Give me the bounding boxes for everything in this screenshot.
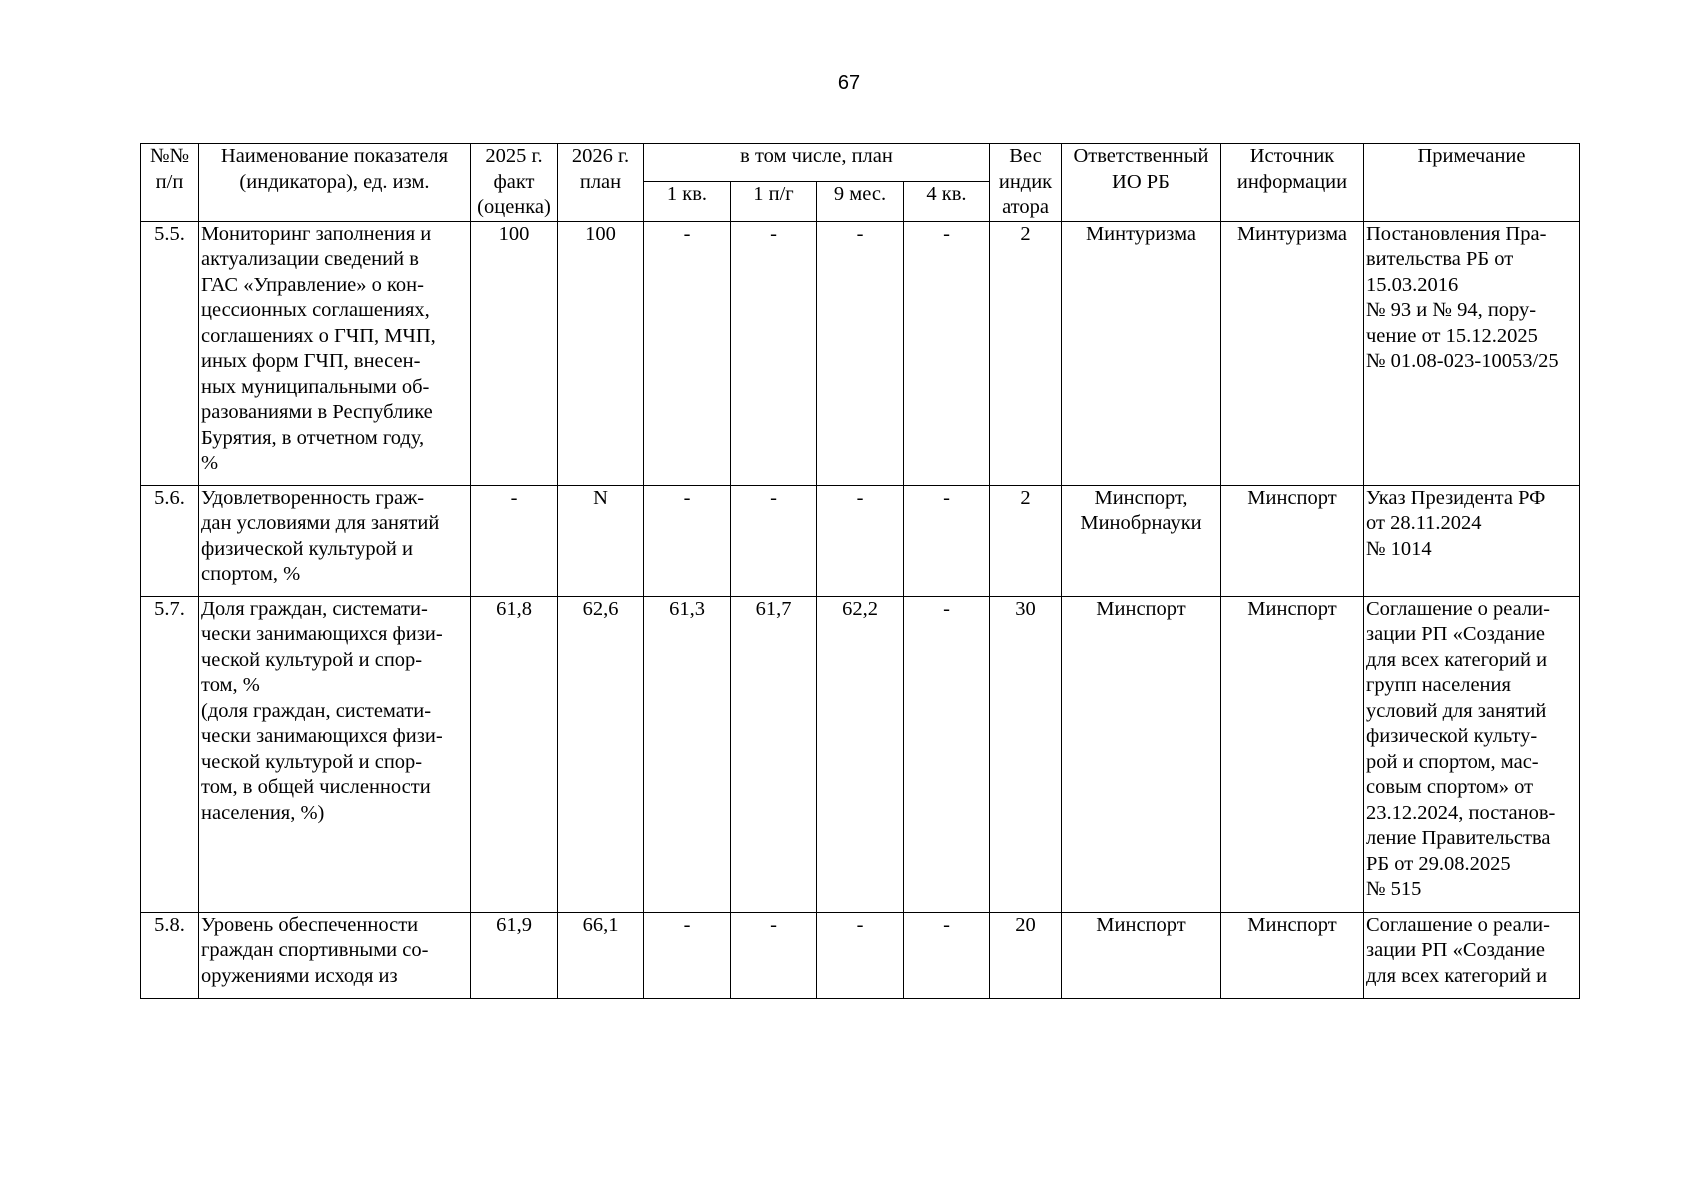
- 9-months-value: -: [817, 485, 904, 596]
- page-number: 67: [837, 72, 861, 94]
- table-row: [141, 912, 1580, 998]
- weight-value: 30: [990, 596, 1062, 912]
- note-value: Постановления Пра- вительства РБ от 15.03.2016 № 93 и № 94, пору- чение от 15.12.2025 № 01.08-023-10053/25: [1364, 221, 1580, 485]
- indicator-name: Доля граждан, системати- чески занимающихся физи- ческой культурой и спор- том, % (доля граждан, системати- чески занимающихся физи- ческой культурой и спор- том, в общей численности населения, %): [199, 596, 471, 912]
- q4-value: -: [904, 485, 990, 596]
- 9-months-value: 62,2: [817, 596, 904, 912]
- source-value: Минспорт: [1221, 485, 1364, 596]
- plan-2026-value: 66,1: [558, 912, 644, 998]
- q4-value: -: [904, 221, 990, 485]
- responsible-value: Минтуризма: [1062, 221, 1221, 485]
- header-weight: Вес индик атора: [990, 144, 1062, 222]
- header-name: Наименование показателя (индикатора), ед. изм.: [199, 144, 471, 222]
- row-number: 5.7.: [141, 596, 199, 912]
- header-q4: 4 кв.: [904, 182, 990, 222]
- indicator-name: Удовлетворенность граж- дан условиями для занятий физической культурой и спортом, %: [199, 485, 471, 596]
- plan-2026-value: 100: [558, 221, 644, 485]
- header-q1: 1 кв.: [644, 182, 731, 222]
- header-plan-2026: 2026 г. план: [558, 144, 644, 222]
- indicator-name: Уровень обеспеченности граждан спортивными со- оружениями исходя из: [199, 912, 471, 998]
- responsible-value: Минспорт: [1062, 596, 1221, 912]
- indicator-name: Мониторинг заполнения и актуализации сведений в ГАС «Управление» о кон- цессионных соглашениях, соглашениях о ГЧП, МЧП, иных форм ГЧП, внесен- ных муниципальными об- разованиями в Республике Бурятия, в отчетном году, %: [199, 221, 471, 485]
- fact-2025-value: 61,9: [471, 912, 558, 998]
- source-value: Минтуризма: [1221, 221, 1364, 485]
- weight-value: 2: [990, 485, 1062, 596]
- header-fact-2025: 2025 г. факт (оценка): [471, 144, 558, 222]
- q1-value: -: [644, 221, 731, 485]
- weight-value: 2: [990, 221, 1062, 485]
- row-number: 5.5.: [141, 221, 199, 485]
- q4-value: -: [904, 912, 990, 998]
- fact-2025-value: -: [471, 485, 558, 596]
- note-value: Соглашение о реали- зации РП «Создание для всех категорий и групп населения условий для занятий физической культу- рой и спортом, мас- совым спортом» от 23.12.2024, постанов- ление Правительства РБ от 29.08.2025 № 515: [1364, 596, 1580, 912]
- 9-months-value: -: [817, 221, 904, 485]
- q1-value: -: [644, 912, 731, 998]
- header-num: №№ п/п: [141, 144, 199, 222]
- q1-value: 61,3: [644, 596, 731, 912]
- fact-2025-value: 61,8: [471, 596, 558, 912]
- table-row: [141, 596, 1580, 912]
- source-value: Минспорт: [1221, 596, 1364, 912]
- header-row: [141, 144, 1580, 182]
- plan-2026-value: N: [558, 485, 644, 596]
- header-note: Примечание: [1364, 144, 1580, 222]
- h1-value: 61,7: [731, 596, 817, 912]
- row-number: 5.8.: [141, 912, 199, 998]
- q1-value: -: [644, 485, 731, 596]
- source-value: Минспорт: [1221, 912, 1364, 998]
- responsible-value: Минспорт: [1062, 912, 1221, 998]
- table-row: [141, 221, 1580, 485]
- note-value: Соглашение о реали- зации РП «Создание для всех категорий и: [1364, 912, 1580, 998]
- plan-2026-value: 62,6: [558, 596, 644, 912]
- table-row: [141, 485, 1580, 596]
- note-value: Указ Президента РФ от 28.11.2024 № 1014: [1364, 485, 1580, 596]
- indicators-table: [140, 143, 1580, 999]
- row-number: 5.6.: [141, 485, 199, 596]
- header-source: Источник информации: [1221, 144, 1364, 222]
- q4-value: -: [904, 596, 990, 912]
- header-9-months: 9 мес.: [817, 182, 904, 222]
- weight-value: 20: [990, 912, 1062, 998]
- header-responsible: Ответственный ИО РБ: [1062, 144, 1221, 222]
- h1-value: -: [731, 485, 817, 596]
- fact-2025-value: 100: [471, 221, 558, 485]
- header-including-plan: в том числе, план: [644, 144, 990, 182]
- 9-months-value: -: [817, 912, 904, 998]
- h1-value: -: [731, 912, 817, 998]
- header-h1: 1 п/г: [731, 182, 817, 222]
- responsible-value: Минспорт, Минобрнауки: [1062, 485, 1221, 596]
- h1-value: -: [731, 221, 817, 485]
